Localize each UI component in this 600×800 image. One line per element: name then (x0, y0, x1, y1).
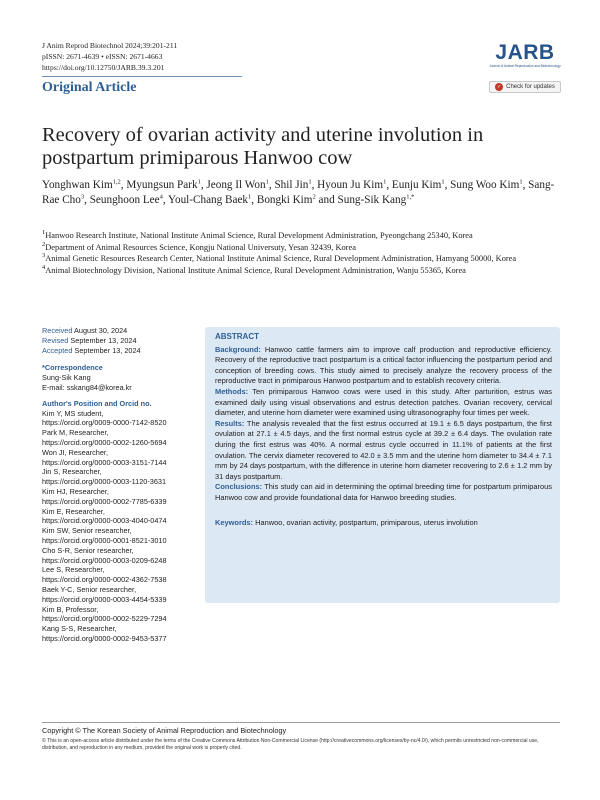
author-name: Youl-Chang Baek (168, 194, 249, 206)
accepted-date: Accepted September 13, 2024 (42, 345, 141, 355)
author-affiliation-marker: 2 (312, 193, 316, 201)
orcid-link[interactable]: https://orcid.org/0000-0003-3151-7144 (42, 457, 167, 467)
journal-citation: J Anim Reprod Biotechnol 2024;39:201-211 (42, 41, 178, 50)
author-separator: , (120, 179, 127, 191)
author-name: Sung Woo Kim (450, 179, 520, 191)
orcid-author-role: Jin S, Researcher, (42, 467, 102, 477)
affiliation-text: Department of Animal Resources Science, Kongju National Universuty, Yesan 32439, Korea (45, 242, 356, 252)
author-affiliation-marker: 1 (265, 178, 269, 186)
affiliation (42, 265, 562, 277)
author-affiliation-marker: 1 (519, 178, 523, 186)
orcid-link[interactable]: https://orcid.org/0000-0002-5229-7294 (42, 614, 167, 624)
author-affiliation-marker: 1 (383, 178, 387, 186)
author-name: Hyoun Ju Kim (317, 179, 384, 191)
logo-subtitle: Journal of Animal Reproduction and Biotechnology (489, 64, 561, 68)
orcid-author-role: Won JI, Researcher, (42, 447, 108, 457)
author-separator: , (311, 179, 318, 191)
author-name: Jeong Il Won (206, 179, 266, 191)
orcid-link[interactable]: https://orcid.org/0000-0003-4454-5339 (42, 594, 167, 604)
article-title: Recovery of ovarian activity and uterine involution in postpartum primiparous Hanwoo cow (42, 124, 484, 169)
abstract-section-text: The analysis revealed that the first estrus occurred at 19.1 ± 6.5 days postpartum, the first ovulation at 27.1 ± 4.5 days, and the first normal estrus cycle at 39.2 ± 6.4 days. The ovulation rate during the first estrus was 40%. A normal estrus cycle occurred in 11.1% of patients at the first ovulation. The cervix diameter recovered to 42.0 ± 3.5 mm and the uterine horn diameter to 34.4 ± 7.1 mm by 24 days postpartum, with the difference in uterine horn diameter recovering to 2.6 ± 1.2 mm by 31 days postpartum. (215, 418, 552, 481)
abstract-section-label: Methods: (215, 386, 249, 396)
logo-text: JARB (495, 41, 555, 64)
orcid-link[interactable]: https://orcid.org/0000-0001-8521-3010 (42, 535, 167, 545)
orcid-label: Author's Position and Orcid no. (42, 398, 152, 408)
author-separator: , (386, 179, 392, 191)
affiliation (42, 253, 562, 265)
correspondence-block (42, 363, 202, 392)
affiliation-number: 4 (42, 263, 46, 271)
orcid-link[interactable]: https://orcid.org/0000-0002-9453-5377 (42, 633, 167, 643)
header-divider (42, 76, 242, 77)
author-affiliation-marker: 1,2 (112, 178, 121, 186)
orcid-author-role: Lee S, Researcher, (42, 565, 105, 575)
abstract-box (205, 327, 560, 603)
abstract-heading: ABSTRACT (215, 332, 259, 341)
affiliation-list (42, 230, 562, 276)
orcid-author-role: Kim B, Professor, (42, 604, 99, 614)
author-name: Shil Jin (274, 179, 309, 191)
check-updates-label: Check for updates (506, 84, 555, 90)
orcid-author-role: Kim E, Researcher, (42, 506, 105, 516)
orcid-link[interactable]: https://orcid.org/0000-0003-0209-6248 (42, 555, 167, 565)
author-name: Yonghwan Kim (42, 179, 113, 191)
abstract-section (215, 482, 552, 503)
author-separator: , (444, 179, 451, 191)
article-info-sidebar (42, 326, 202, 644)
affiliation-text: Animal Genetic Resources Research Center, National Institute Animal Science, Rural Development Administration, Hamyang 50000, Korea (45, 254, 517, 263)
author-affiliation-marker: 3 (80, 193, 85, 201)
author-list (42, 178, 562, 208)
abstract-section (215, 419, 552, 483)
received-date: Received August 30, 2024 (42, 326, 128, 335)
abstract-section (215, 387, 552, 419)
affiliation-text: Hanwoo Research Institute, National Institute Animal Science, Rural Development Administration, Pyeongchang 25340, Korea (45, 231, 473, 240)
affiliation-number: 3 (42, 252, 46, 260)
correspondence-name: Sung-Sik Kang (42, 373, 91, 383)
affiliation (42, 242, 562, 254)
author-name: Myungsun Park (126, 179, 198, 191)
journal-issn: pISSN: 2671-4639 • eISSN: 2671-4663 (42, 52, 163, 61)
author-separator: , (84, 194, 90, 206)
abstract-section-text: Ten primiparous Hanwoo cows were used in this study. After parturition, estrus was examined daily using visual observations and estrus detection patches. Ovarian recovery, cervical diameter, and uterine horn diameter were examined using ultrasonography four times per week. (215, 386, 552, 418)
journal-doi[interactable]: https://doi.org/10.12750/JARB.39.3.201 (42, 63, 165, 72)
author-name: Sang-Rae Cho (42, 179, 555, 206)
orcid-link[interactable]: https://orcid.org/0000-0002-1260-5694 (42, 437, 167, 447)
orcid-author-role: Kim HJ, Researcher, (42, 486, 109, 496)
orcid-link[interactable]: https://orcid.org/0000-0002-7785-6339 (42, 496, 167, 506)
author-separator: , (251, 194, 257, 206)
author-affiliation-marker: 1 (441, 178, 445, 186)
affiliation (42, 230, 562, 242)
check-for-updates-button[interactable] (489, 81, 561, 93)
author-separator: , (522, 179, 529, 191)
license-notice: © This is an open-access article distributed under the terms of the Creative Commons Attribution Non-Commercial License (http://creativecommons.org/licenses/by-nc/4.0/), which permits unrestricted non-commercial use, distribution, and reproduction in any medium, provided the original work is properly cited. (42, 738, 539, 751)
orcid-author-role: Cho S-R, Senior researcher, (42, 545, 134, 555)
footer-divider (42, 722, 560, 723)
abstract-section-text: This study can aid in determining the optimal breeding time for postpartum primiparous Hanwoo cow and provide foundational data for Hanwoo breeding studies. (215, 482, 552, 502)
author-name: Bongki Kim (256, 194, 313, 206)
author-separator: and (315, 194, 338, 206)
revised-date: Revised September 13, 2024 (42, 335, 137, 345)
abstract-section (215, 345, 552, 387)
orcid-author-role: Baek Y-C, Senior researcher, (42, 584, 137, 594)
orcid-link[interactable]: https://orcid.org/0000-0003-1120-3631 (42, 477, 166, 487)
abstract-sections (215, 345, 552, 504)
affiliation-number: 1 (42, 229, 46, 237)
author-affiliation-marker: 4 (159, 193, 163, 201)
author-name: Seunghoon Lee (89, 194, 160, 206)
orcid-link[interactable]: https://orcid.org/0000-0002-4362-7538 (42, 575, 167, 585)
keywords-text: Hanwoo, ovarian activity, postpartum, primiparous, uterus involution (255, 517, 478, 527)
author-affiliation-marker: 1 (248, 193, 252, 201)
crossmark-icon: ✓ (497, 84, 502, 90)
correspondence-label: *Correspondence (42, 363, 103, 373)
author-separator: , (268, 179, 275, 191)
orcid-author-role: Kim Y, MS student, (42, 408, 104, 418)
keywords (215, 518, 552, 529)
journal-meta (42, 40, 292, 73)
abstract-section-label: Conclusions: (215, 482, 263, 492)
copyright-notice: Copyright © The Korean Society of Animal Reproduction and Biotechnology (42, 726, 287, 735)
article-type: Original Article (42, 80, 137, 95)
author-name: Eunju Kim (391, 179, 442, 191)
keywords-label: Keywords: (215, 517, 254, 527)
orcid-author-role: Park M, Researcher, (42, 428, 109, 438)
affiliation-number: 2 (42, 240, 46, 248)
orcid-author-role: Kim SW, Senior researcher, (42, 526, 132, 536)
abstract-section-label: Results: (215, 418, 245, 428)
orcid-link[interactable]: https://orcid.org/0000-0003-4040-0474 (42, 516, 167, 526)
correspondence-email[interactable]: E-mail: sskang84@korea.kr (42, 382, 132, 392)
journal-logo (489, 42, 561, 69)
author-separator: , (162, 194, 169, 206)
article-dates (42, 326, 202, 355)
abstract-section-text: Hanwoo cattle farmers aim to improve calf production and reproductive efficiency. Recovery of the reproductive tract postpartum is a critical factor influencing the postpartum period and conception of breeding cows. This study aimed to precisely analyze the recovery process of the reproductive tract in primiparous Hanwoo postpartum and to establish recovery criteria. (215, 344, 552, 386)
author-separator: , (200, 179, 207, 191)
author-affiliation-marker: 1 (197, 178, 201, 186)
orcid-author-role: Kang S-S, Researcher, (42, 624, 117, 634)
author-affiliation-marker: 1,* (406, 193, 415, 201)
author-affiliation-marker: 1 (308, 178, 312, 186)
author-name: Sung-Sik Kang (337, 194, 407, 206)
affiliation-text: Animal Biotechnology Division, National Institute Animal Science, Rural Development Administration, Wanju 55365, Korea (45, 265, 466, 275)
orcid-list (42, 409, 202, 644)
abstract-section-label: Background: (215, 344, 261, 354)
orcid-link[interactable]: https://orcid.org/0009-0000-7142-8520 (42, 418, 167, 428)
